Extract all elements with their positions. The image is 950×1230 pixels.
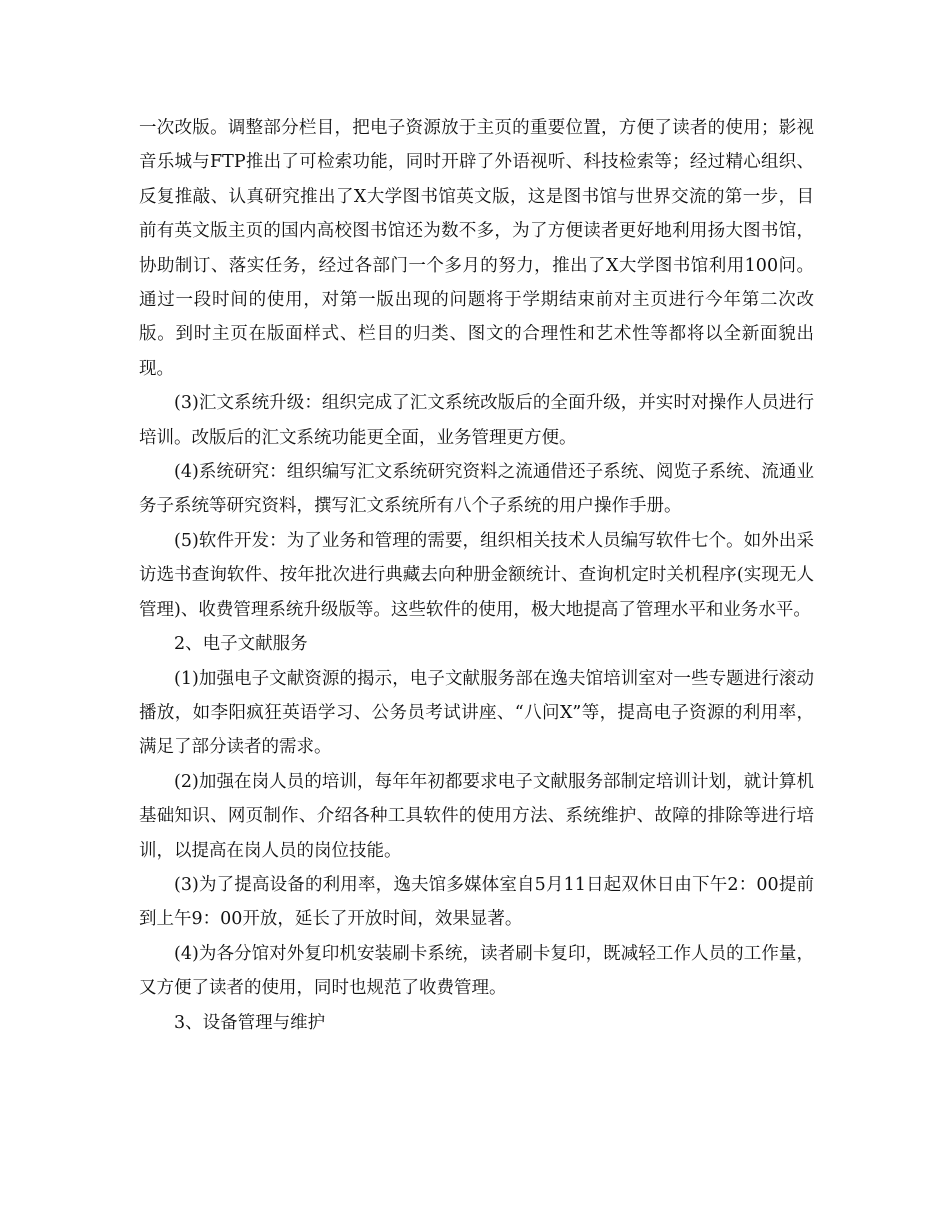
- paragraph-multimedia-room: (3)为了提高设备的利用率，逸夫馆多媒体室自5月11日起双休日由下午2：00提前到上午9：00开放，延长了开放时间，效果显著。: [139, 874, 814, 930]
- paragraph-card-copier: (4)为各分馆对外复印机安装刷卡系统，读者刷卡复印，既减轻工作人员的工作量，又方便了读者的使用，同时也规范了收费管理。: [139, 943, 814, 999]
- paragraph-staff-training: (2)加强在岗人员的培训，每年年初都要求电子文献服务部制定培训计划，就计算机基础知识、网页制作、介绍各种工具软件的使用方法、系统维护、故障的排除等进行培训，以提高在岗人员的岗位技能。: [139, 771, 814, 861]
- paragraph-continuation: 一次改版。调整部分栏目，把电子资源放于主页的重要位置，方便了读者的使用；影视音乐城与FTP推出了可检索功能，同时开辟了外语视听、科技检索等；经过精心组织、反复推敲、认真研究推出了X大学图书馆英文版，这是图书馆与世界交流的第一步，目前有英文版主页的国内高校图书馆还为数不多，为了方便读者更好地利用扬大图书馆，协助制订、落实任务，经过各部门一个多月的努力，推出了X大学图书馆利用100问。通过一段时间的使用，对第一版出现的问题将于学期结束前对主页进行今年第二次改版。到时主页在版面样式、栏目的归类、图文的合理性和艺术性等都将以全新面貌出现。: [139, 118, 814, 379]
- document-body: [139, 111, 814, 1040]
- paragraph-software-development: (5)软件开发：为了业务和管理的需要，组织相关技术人员编写软件七个。如外出采访选书查询软件、按年批次进行典藏去向种册金额统计、查询机定时关机程序(实现无人管理)、收费管理系统升级版等。这些软件的使用，极大地提高了管理水平和业务水平。: [139, 530, 814, 620]
- paragraph-system-research: (4)系统研究：组织编写汇文系统研究资料之流通借还子系统、阅览子系统、流通业务子系统等研究资料，撰写汇文系统所有八个子系统的用户操作手册。: [139, 462, 814, 517]
- section-heading-equipment: 3、设备管理与维护: [174, 1012, 326, 1033]
- paragraph-electronic-resources: (1)加强电子文献资源的揭示，电子文献服务部在逸夫馆培训室对一些专题进行滚动播放，如李阳疯狂英语学习、公务员考试讲座、“八问X”等，提高电子资源的利用率，满足了部分读者的需求。: [139, 668, 814, 758]
- section-heading-electronic-services: 2、电子文献服务: [174, 634, 308, 655]
- paragraph-system-upgrade: (3)汇文系统升级：组织完成了汇文系统改版后的全面升级，并实时对操作人员进行培训。改版后的汇文系统功能更全面，业务管理更方便。: [139, 393, 814, 448]
